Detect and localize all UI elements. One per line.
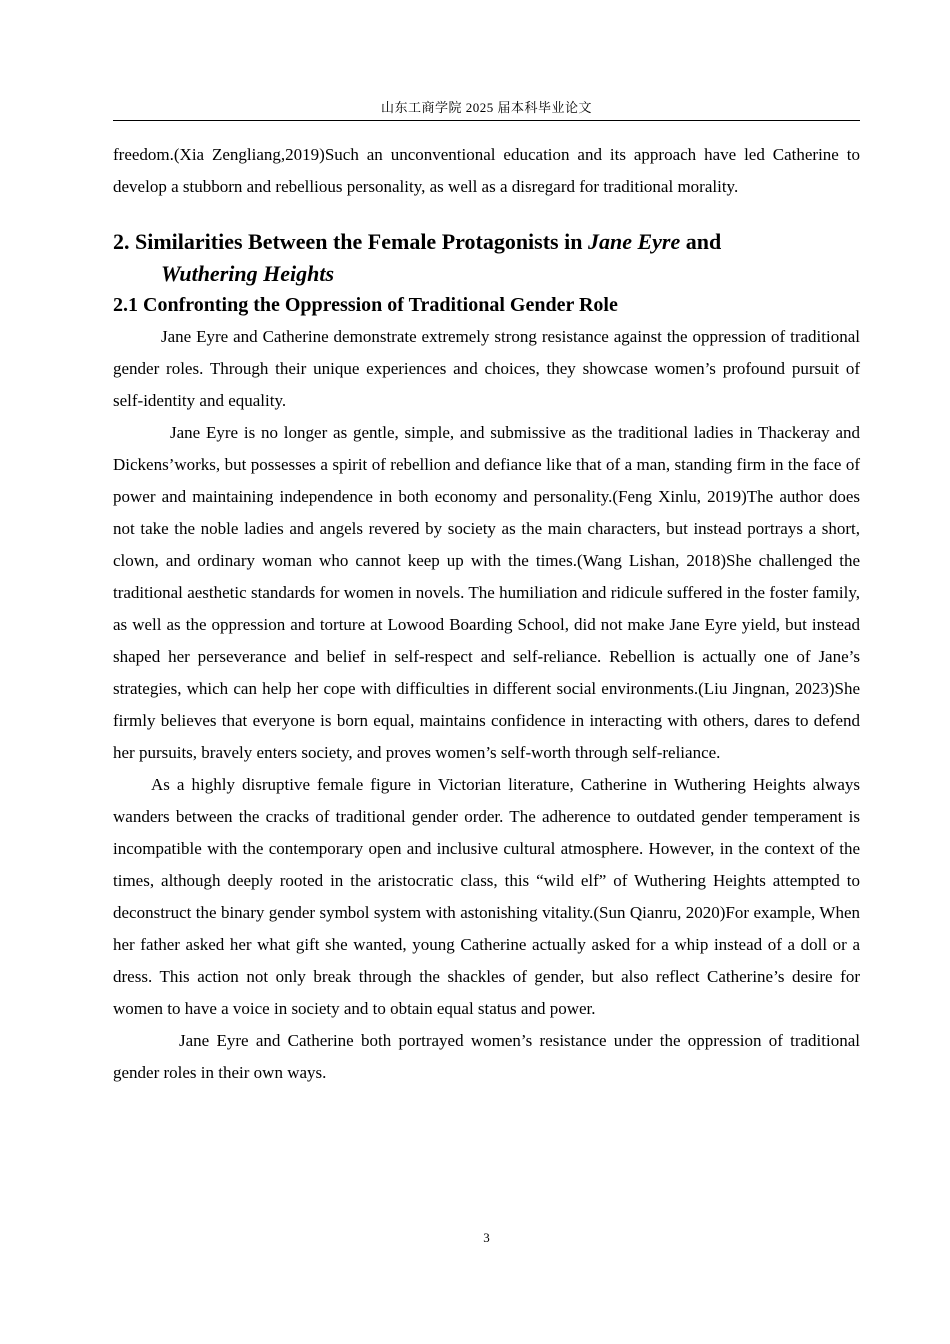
section-2-heading-connector: and [680, 229, 722, 254]
section-2-heading-work-jane-eyre: Jane Eyre [587, 229, 681, 254]
paragraph-1: Jane Eyre and Catherine demonstrate extremely strong resistance against the oppression of traditional gender roles. Through their unique experiences and choices, they showcase women’s profound pursuit of self-identity and equality. [113, 327, 860, 410]
header-rule [113, 120, 860, 121]
section-2-heading-prefix: 2. Similarities Between the Female Protagonists in [113, 229, 588, 254]
body-text [113, 139, 860, 1089]
paragraph-2: Jane Eyre is no longer as gentle, simple, and submissive as the traditional ladies in Thackeray and Dickens’works, but possesses a spirit of rebellion and defiance like that of a man, standing firm in the face of power and maintaining independence in both economy and personality.(Feng Xinlu, 2019)The author does not take the noble ladies and angels revered by society as the main characters, but instead portrays a short, clown, and ordinary woman who cannot keep up with the times.(Wang Lishan, 2018)She challenged the traditional aesthetic standards for women in novels. The humiliation and ridicule suffered in the foster family, as well as the oppression and torture at Lowood Boarding School, did not make Jane Eyre yield, but instead shaped her perseverance and belief in self-respect and self-reliance. Rebellion is actually one of Jane’s strategies, which can help her cope with difficulties in different social environments.(Liu Jingnan, 2023)She firmly believes that everyone is born equal, maintains confidence in interacting with others, dares to defend her pursuits, bravely enters society, and proves women’s self-worth through self-reliance. [113, 423, 860, 762]
section-2-heading [113, 226, 860, 290]
running-header: 山东工商学院 2025 届本科毕业论文 [380, 100, 592, 115]
page-number: 3 [483, 1230, 490, 1245]
section-2-heading-line-1 [113, 226, 860, 258]
paragraph-3: As a highly disruptive female figure in Victorian literature, Catherine in Wuthering Heights always wanders between the cracks of traditional gender order. The adherence to outdated gender temperament is incompatible with the contemporary open and inclusive cultural atmosphere. However, in the context of the times, although deeply rooted in the aristocratic class, this “wild elf” of Wuthering Heights attempted to deconstruct the binary gender symbol system with astonishing vitality.(Sun Qianru, 2020)For example, When her father asked her what gift she wanted, young Catherine actually asked for a whip instead of a doll or a dress. This action not only break through the shackles of gender, but also reflect Catherine’s desire for women to have a voice in society and to obtain equal status and power. [113, 775, 860, 1018]
section-2-1-heading: 2.1 Confronting the Oppression of Traditional Gender Role [113, 294, 618, 316]
section-2-heading-line-2 [113, 258, 860, 290]
section-2-heading-work-wuthering-heights: Wuthering Heights [161, 261, 335, 286]
paragraph-continuation: freedom.(Xia Zengliang,2019)Such an unconventional education and its approach have led Catherine to develop a stubborn and rebellious personality, as well as a disregard for traditional morality. [113, 145, 860, 196]
paragraph-4: Jane Eyre and Catherine both portrayed women’s resistance under the oppression of traditional gender roles in their own ways. [113, 1031, 860, 1082]
